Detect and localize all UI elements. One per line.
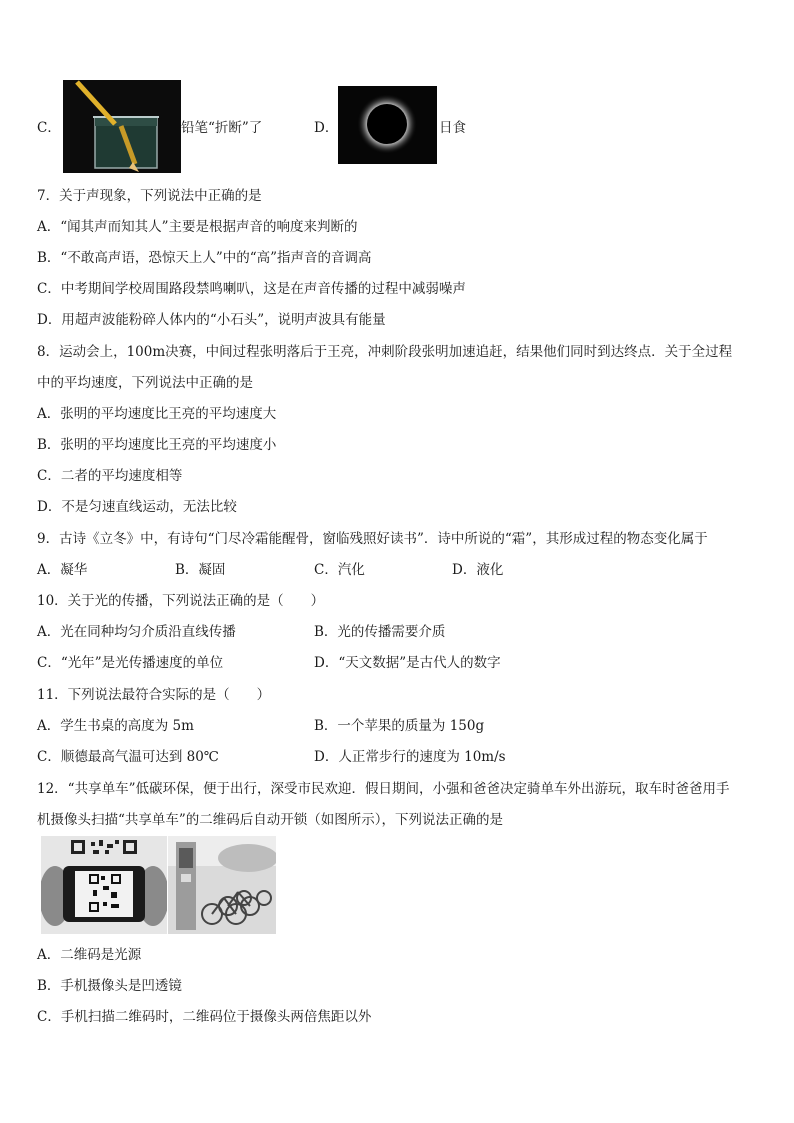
phone-scanning-qr-image (41, 836, 167, 934)
q11-option-b[interactable]: B．一个苹果的质量为 150g (314, 718, 485, 734)
q7-option-b[interactable]: B．“不敢高声语，恐惊天上人”中的“高”指声音的音调高 (37, 250, 372, 266)
pencil-in-water-image (63, 80, 181, 173)
q10-option-a[interactable]: A．光在同种均匀介质沿直线传播 (37, 624, 236, 640)
q12-option-a[interactable]: A．二维码是光源 (37, 947, 142, 963)
q9-option-c[interactable]: C．汽化 (314, 562, 365, 578)
q8-option-a[interactable]: A．张明的平均速度比王亮的平均速度大 (37, 406, 277, 422)
q10-stem: 10．关于光的传播，下列说法正确的是（ ） (37, 593, 325, 609)
q12-stem-line1: 12．“共享单车”低碳环保，便于出行，深受市民欢迎．假日期间，小强和爸爸决定骑单车外出游玩，取车时爸爸用手 (37, 781, 730, 797)
q10-option-d[interactable]: D．“天文数据”是古代人的数字 (314, 655, 501, 671)
q8-option-d[interactable]: D．不是匀速直线运动，无法比较 (37, 499, 237, 515)
q7-option-c[interactable]: C．中考期间学校周围路段禁鸣喇叭，这是在声音传播的过程中减弱噪声 (37, 281, 466, 297)
q11-option-a[interactable]: A．学生书桌的高度为 5m (37, 718, 194, 734)
q9-stem: 9．古诗《立冬》中，有诗句“门尽冷霜能醒骨，窗临残照好读书”．诗中所说的“霜”，其形成过程的物态变化属于 (37, 531, 708, 547)
q7-stem: 7．关于声现象，下列说法中正确的是 (37, 188, 262, 204)
q10-option-b[interactable]: B．光的传播需要介质 (314, 624, 446, 640)
q6-option-c-label[interactable]: C． (37, 120, 61, 136)
q11-option-d[interactable]: D．人正常步行的速度为 10m/s (314, 749, 506, 765)
solar-eclipse-image (338, 86, 437, 164)
shared-bikes-image (168, 836, 276, 934)
q12-option-c[interactable]: C．手机扫描二维码时，二维码位于摄像头两倍焦距以外 (37, 1009, 372, 1025)
q6-option-c-text: 铅笔“折断”了 (181, 120, 263, 136)
q8-option-b[interactable]: B．张明的平均速度比王亮的平均速度小 (37, 437, 277, 453)
q9-option-d[interactable]: D．液化 (452, 562, 504, 578)
q6-option-d-label[interactable]: D． (314, 120, 339, 136)
q11-option-c[interactable]: C．顺德最高气温可达到 80℃ (37, 749, 219, 765)
q7-option-a[interactable]: A．“闻其声而知其人”主要是根据声音的响度来判断的 (37, 219, 358, 235)
q12-stem-line2: 机摄像头扫描“共享单车”的二维码后自动开锁（如图所示），下列说法正确的是 (37, 812, 504, 828)
q8-stem-line2: 中的平均速度，下列说法中正确的是 (37, 375, 253, 391)
q8-stem-line1: 8．运动会上，100m决赛，中间过程张明落后于王亮，冲刺阶段张明加速追赶，结果他们同时到达终点．关于全过程 (37, 344, 733, 360)
q8-option-c[interactable]: C．二者的平均速度相等 (37, 468, 183, 484)
q9-option-b[interactable]: B．凝固 (175, 562, 226, 578)
q12-option-b[interactable]: B．手机摄像头是凹透镜 (37, 978, 182, 994)
q11-stem: 11．下列说法最符合实际的是（ ） (37, 687, 271, 703)
q9-option-a[interactable]: A．凝华 (37, 562, 88, 578)
q7-option-d[interactable]: D．用超声波能粉碎人体内的“小石头”，说明声波具有能量 (37, 312, 386, 328)
q6-option-d-text: 日食 (439, 120, 466, 136)
q10-option-c[interactable]: C．“光年”是光传播速度的单位 (37, 655, 224, 671)
